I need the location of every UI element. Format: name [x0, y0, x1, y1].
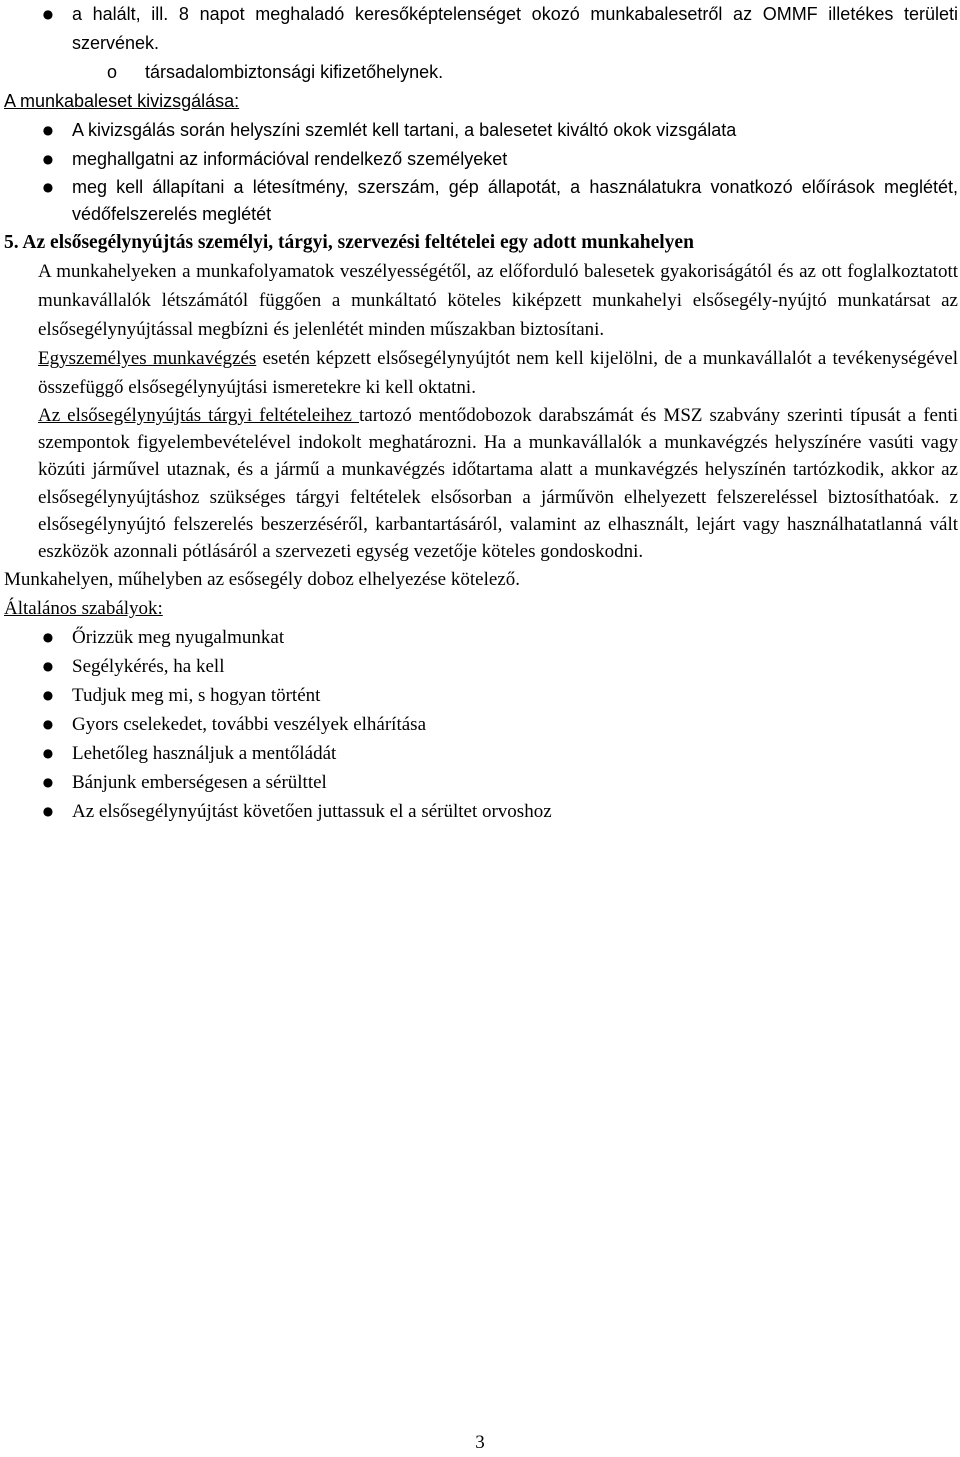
list-item — [0, 739, 960, 768]
list-item — [0, 797, 960, 826]
sub-list-item — [0, 58, 960, 87]
bullet-icon: ● — [42, 659, 54, 674]
bullet-icon: ● — [42, 717, 54, 732]
list-item — [0, 0, 960, 58]
paragraph-text: esetén képzett elsősegélynyújtót nem kell kijelölni, de a munkavállalót a tevékenységével összefüggő elsősegélynyújtási ismeretekre ki kell oktatni. — [38, 348, 958, 398]
list-item — [0, 681, 960, 710]
list-item — [0, 116, 960, 145]
list-item-text: meg kell állapítani a létesítmény, szerszám, gép állapotát, a használatukra vonatkozó előírások meglétét, védőfelszerelés meglétét — [72, 177, 958, 224]
paragraph — [0, 344, 960, 402]
list-item — [0, 652, 960, 681]
bullet-icon: ● — [42, 630, 54, 645]
paragraph — [0, 402, 960, 565]
bullet-icon: ● — [42, 746, 54, 761]
circle-marker-icon: o — [107, 62, 118, 82]
list-item — [0, 623, 960, 652]
list-item — [0, 710, 960, 739]
bullet-icon: ● — [42, 7, 54, 21]
list-item — [0, 768, 960, 797]
list-item-text: Segélykérés, ha kell — [72, 656, 225, 678]
list-item-text: meghallgatni az információval rendelkező személyeket — [72, 149, 508, 169]
list-item-text: Őrizzük meg nyugalmunkat — [72, 627, 285, 649]
bullet-icon: ● — [42, 123, 54, 137]
list-item-text: Tudjuk meg mi, s hogyan történt — [72, 685, 321, 707]
list-item-text: Bánjunk emberségesen a sérülttel — [72, 772, 327, 794]
list-item-text: Gyors cselekedet, további veszélyek elhárítása — [72, 714, 426, 736]
page-number: 3 — [475, 1432, 485, 1453]
section-heading: A munkabaleset kivizsgálása: — [4, 91, 240, 111]
bullet-icon: ● — [42, 804, 54, 819]
list-item-text: Az elsősegélynyújtást követően juttassuk el a sérültet orvoshoz — [72, 801, 552, 823]
paragraph-text: tartozó mentődobozok darabszámát és MSZ szabvány szerinti típusát a fenti szempontok figyelembevételével indokolt meghatározni. Ha a munkavállalók a munkavégzés helyszínére vasúti vagy közúti járművel utaznak, és a jármű a munkavégzés időtartama alatt a munkavégzés helyszínén tartózkodik, akkor az elsősegélynyújtáshoz szükséges tárgyi feltételek elsősorban a járművön elhelyezett felszereléssel biztosíthatóak. z elsősegélynyújtó felszerelés beszerzéséről, karbantartásáról, valamint az elhasznált, lejárt vagy használhatatlanná vált eszközök azonnali pótlásáról a szervezeti egység vezetője köteles gondoskodni. — [38, 405, 959, 563]
bullet-icon: ● — [42, 152, 54, 166]
underlined-phrase: Egyszemélyes munkavégzés — [38, 348, 257, 369]
list-item — [0, 174, 960, 228]
section-title: 5. Az elsősegélynyújtás személyi, tárgyi, szervezési feltételei egy adott munkahelyen — [4, 232, 694, 253]
sub-list-item-text: társadalombiztonsági kifizetőhelynek. — [145, 62, 444, 82]
list-item — [0, 145, 960, 174]
bullet-icon: ● — [42, 775, 54, 790]
bullet-icon: ● — [42, 180, 54, 194]
section-heading: Általános szabályok: — [4, 598, 163, 620]
list-item-text: A kivizsgálás során helyszíni szemlét kell tartani, a balesetet kiváltó okok vizsgálata — [72, 120, 737, 140]
list-item-text: Lehetőleg használjuk a mentőládát — [72, 743, 337, 765]
underlined-phrase: Az elsősegélynyújtás tárgyi feltételeihez — [38, 405, 359, 426]
statement: Munkahelyen, műhelyben az esősegély doboz elhelyezése kötelező. — [4, 569, 520, 591]
bullet-icon: ● — [42, 688, 54, 703]
list-item-text: a halált, ill. 8 napot meghaladó keresőképtelenséget okozó munkabalesetről az OMMF illetékes területi szervének. — [72, 4, 958, 53]
paragraph: A munkahelyeken a munkafolyamatok veszélyességétől, az előforduló balesetek gyakoriságától és az ott foglalkoztatott munkavállalók létszámától függően a munkáltató köteles kiképzett munkahelyi elsősegély-nyújtó munkatársat az elsősegélynyújtással megbízni és jelenlétét minden műszakban biztosítani. — [38, 261, 958, 340]
